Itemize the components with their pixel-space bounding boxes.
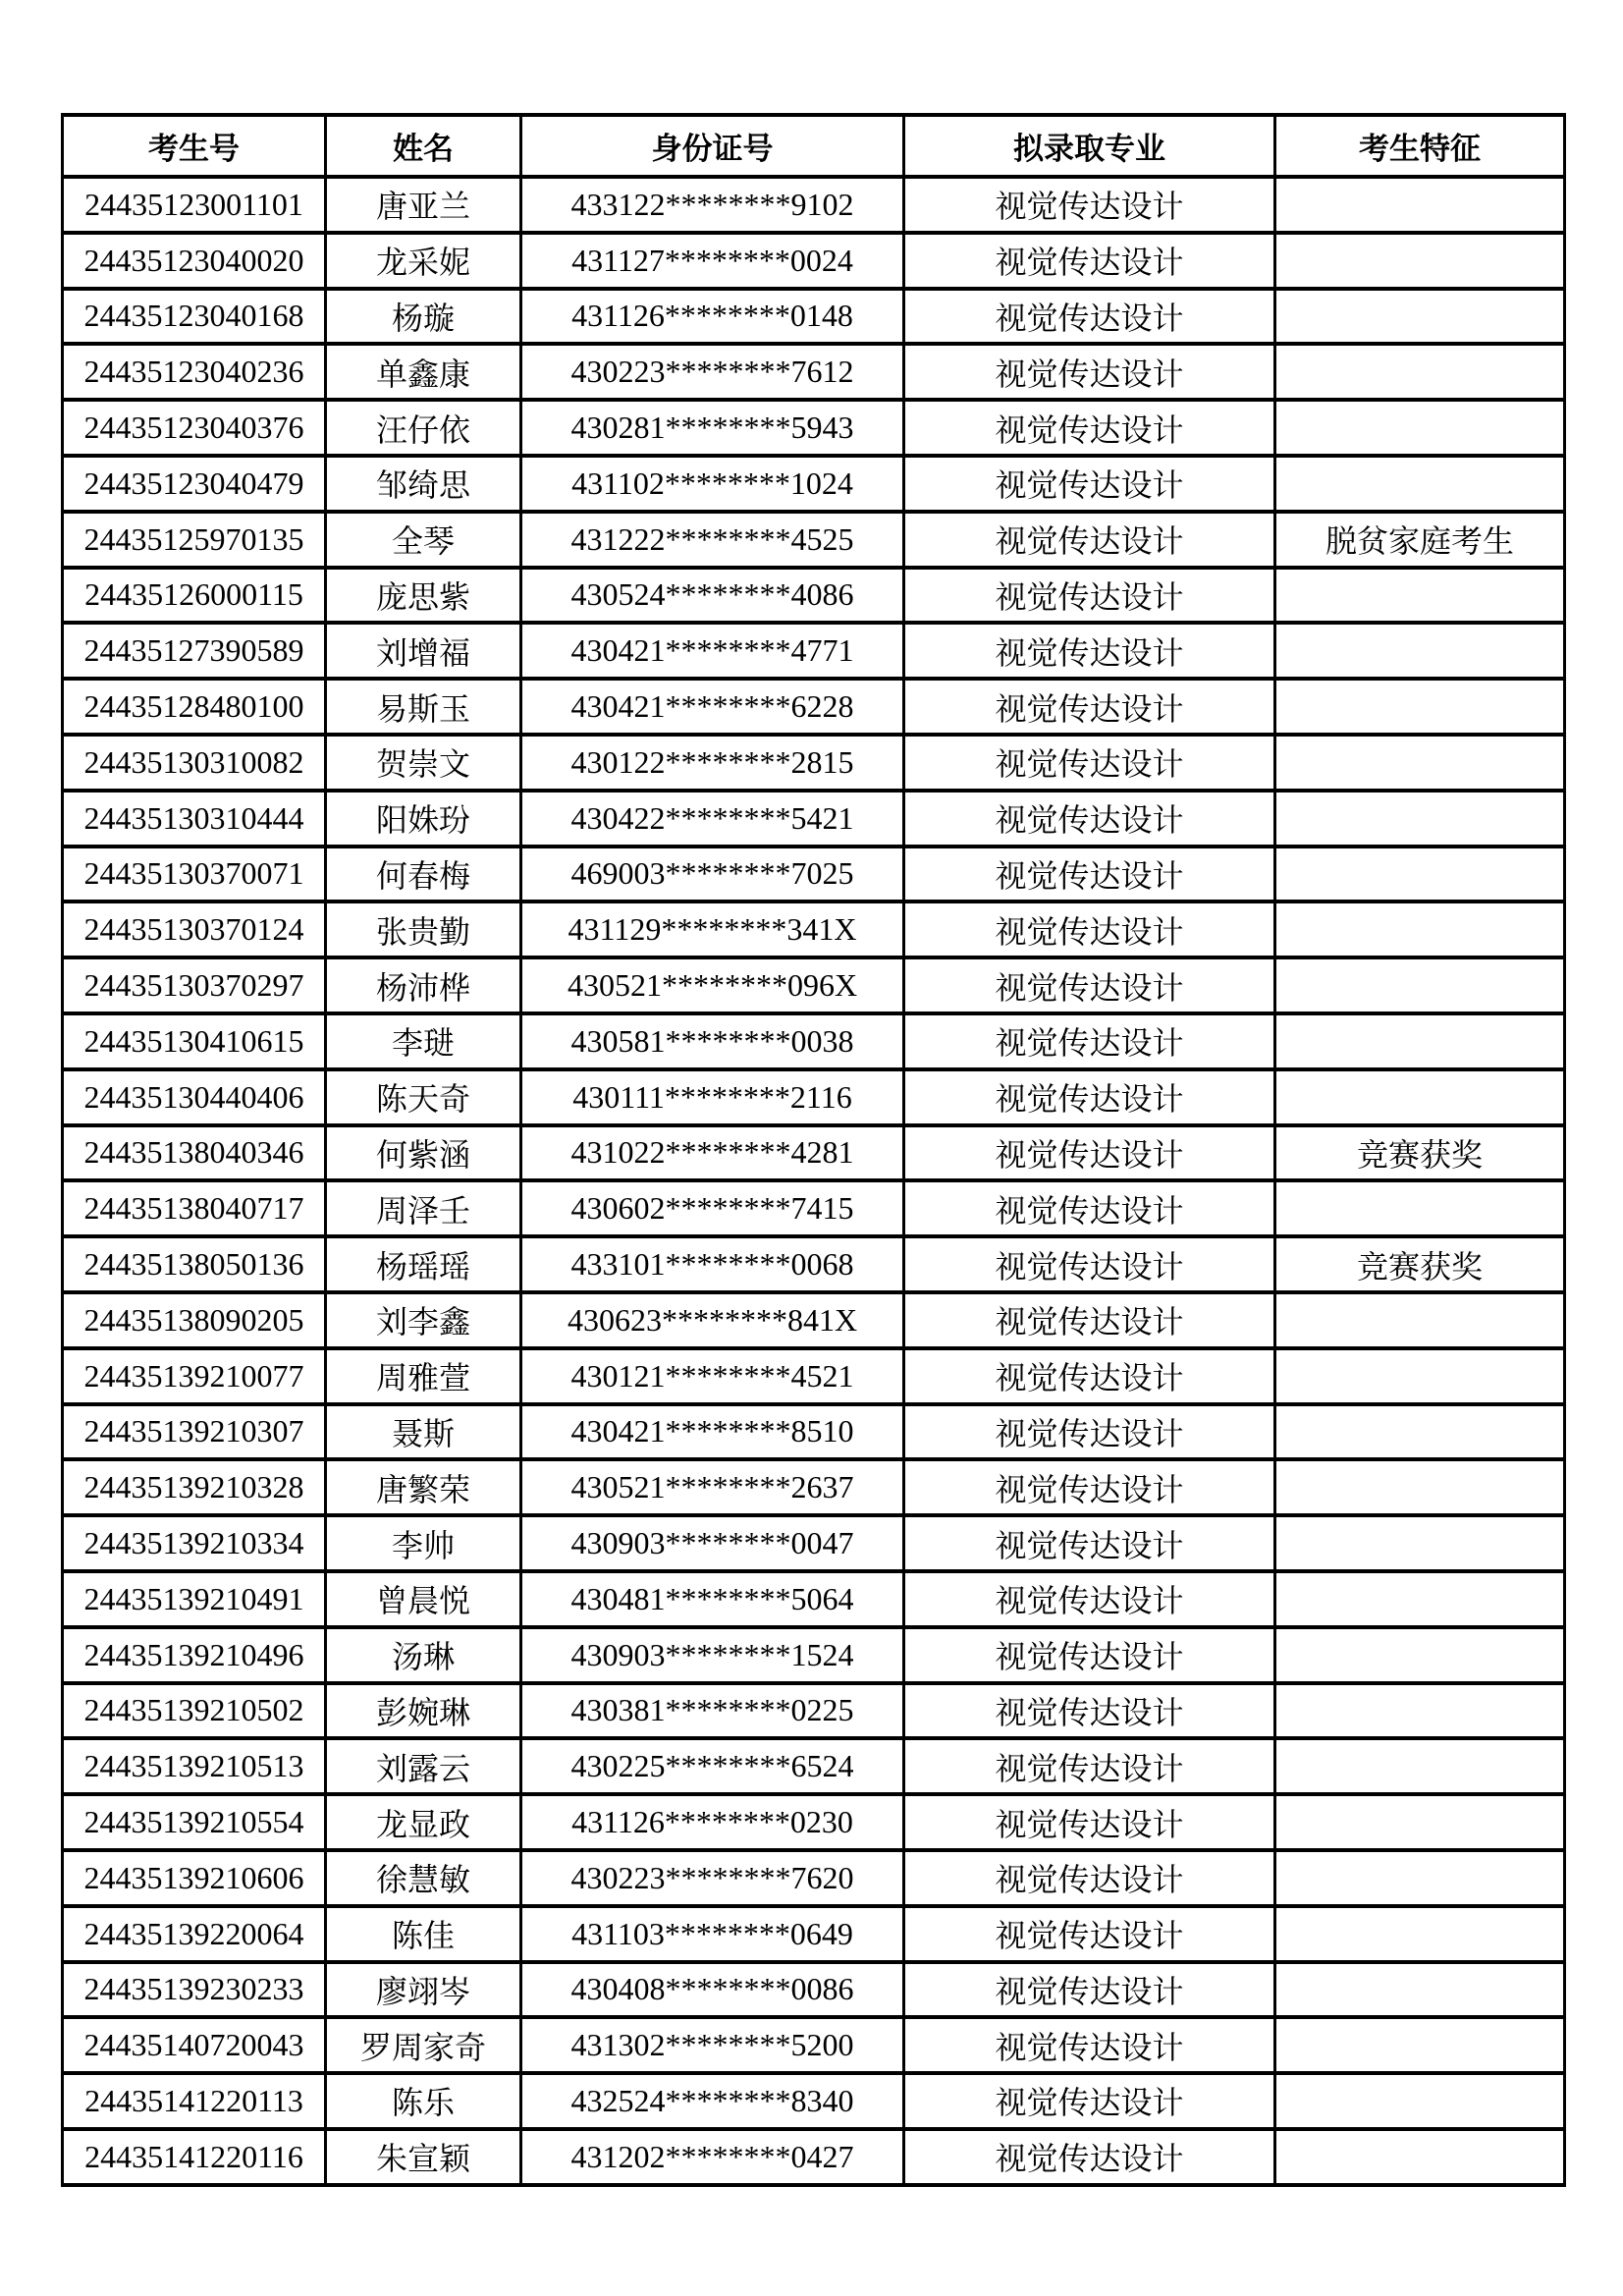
cell-candidate-feature xyxy=(1275,1404,1565,1460)
cell-admitted-major: 视觉传达设计 xyxy=(904,735,1275,791)
cell-id-number: 431222********4525 xyxy=(521,512,904,568)
cell-admitted-major: 视觉传达设计 xyxy=(904,177,1275,233)
cell-exam-id: 24435123040376 xyxy=(63,400,326,456)
cell-exam-id: 24435141220116 xyxy=(63,2129,326,2185)
cell-exam-id: 24435138040346 xyxy=(63,1125,326,1181)
cell-name: 庞思紫 xyxy=(326,568,521,624)
cell-admitted-major: 视觉传达设计 xyxy=(904,1404,1275,1460)
cell-candidate-feature xyxy=(1275,957,1565,1013)
header-id-number: 身份证号 xyxy=(521,115,904,177)
table-row xyxy=(63,1962,1565,2018)
cell-name: 杨璇 xyxy=(326,289,521,345)
table-row xyxy=(63,1180,1565,1236)
table-row xyxy=(63,1906,1565,1962)
admission-list-table xyxy=(61,113,1566,2187)
header-candidate-feature: 考生特征 xyxy=(1275,115,1565,177)
cell-admitted-major: 视觉传达设计 xyxy=(904,1348,1275,1404)
cell-name: 周雅萱 xyxy=(326,1348,521,1404)
table-row xyxy=(63,1627,1565,1683)
cell-id-number: 430602********7415 xyxy=(521,1180,904,1236)
cell-candidate-feature xyxy=(1275,847,1565,902)
table-row xyxy=(63,568,1565,624)
cell-admitted-major: 视觉传达设计 xyxy=(904,1571,1275,1627)
cell-name: 朱宣颖 xyxy=(326,2129,521,2185)
table-row xyxy=(63,177,1565,233)
table-row xyxy=(63,344,1565,400)
cell-name: 李琎 xyxy=(326,1013,521,1069)
cell-admitted-major: 视觉传达设计 xyxy=(904,400,1275,456)
cell-name: 龙显政 xyxy=(326,1794,521,1850)
table-row xyxy=(63,1292,1565,1348)
table-row xyxy=(63,679,1565,735)
cell-exam-id: 24435139210513 xyxy=(63,1738,326,1794)
cell-candidate-feature xyxy=(1275,2129,1565,2185)
cell-candidate-feature xyxy=(1275,1180,1565,1236)
cell-candidate-feature xyxy=(1275,1069,1565,1125)
cell-name: 刘李鑫 xyxy=(326,1292,521,1348)
cell-exam-id: 24435139220064 xyxy=(63,1906,326,1962)
header-name: 姓名 xyxy=(326,115,521,177)
cell-name: 聂斯 xyxy=(326,1404,521,1460)
cell-exam-id: 24435130370124 xyxy=(63,902,326,957)
cell-name: 唐亚兰 xyxy=(326,177,521,233)
cell-name: 廖翊岑 xyxy=(326,1962,521,2018)
cell-candidate-feature xyxy=(1275,1962,1565,2018)
cell-candidate-feature xyxy=(1275,2073,1565,2129)
cell-exam-id: 24435139210502 xyxy=(63,1683,326,1739)
cell-candidate-feature xyxy=(1275,568,1565,624)
cell-exam-id: 24435139210554 xyxy=(63,1794,326,1850)
cell-name: 彭婉琳 xyxy=(326,1683,521,1739)
cell-admitted-major: 视觉传达设计 xyxy=(904,1962,1275,2018)
cell-exam-id: 24435139210077 xyxy=(63,1348,326,1404)
cell-exam-id: 24435130410615 xyxy=(63,1013,326,1069)
cell-candidate-feature: 竞赛获奖 xyxy=(1275,1236,1565,1292)
cell-exam-id: 24435139210334 xyxy=(63,1515,326,1571)
table-row xyxy=(63,791,1565,847)
cell-id-number: 431129********341X xyxy=(521,902,904,957)
cell-id-number: 430524********4086 xyxy=(521,568,904,624)
cell-admitted-major: 视觉传达设计 xyxy=(904,568,1275,624)
cell-admitted-major: 视觉传达设计 xyxy=(904,512,1275,568)
cell-exam-id: 24435139210307 xyxy=(63,1404,326,1460)
cell-id-number: 431022********4281 xyxy=(521,1125,904,1181)
cell-id-number: 469003********7025 xyxy=(521,847,904,902)
cell-name: 陈佳 xyxy=(326,1906,521,1962)
cell-candidate-feature xyxy=(1275,735,1565,791)
cell-name: 陈乐 xyxy=(326,2073,521,2129)
cell-exam-id: 24435123001101 xyxy=(63,177,326,233)
table-row xyxy=(63,1850,1565,1906)
cell-name: 徐慧敏 xyxy=(326,1850,521,1906)
cell-id-number: 432524********8340 xyxy=(521,2073,904,2129)
cell-admitted-major: 视觉传达设计 xyxy=(904,456,1275,512)
cell-candidate-feature xyxy=(1275,456,1565,512)
cell-name: 何紫涵 xyxy=(326,1125,521,1181)
table-row xyxy=(63,1348,1565,1404)
table-row xyxy=(63,735,1565,791)
table-row xyxy=(63,1013,1565,1069)
cell-candidate-feature xyxy=(1275,1794,1565,1850)
cell-admitted-major: 视觉传达设计 xyxy=(904,1236,1275,1292)
cell-candidate-feature xyxy=(1275,1515,1565,1571)
cell-exam-id: 24435128480100 xyxy=(63,679,326,735)
cell-candidate-feature xyxy=(1275,902,1565,957)
cell-candidate-feature xyxy=(1275,1013,1565,1069)
cell-candidate-feature xyxy=(1275,400,1565,456)
cell-name: 单鑫康 xyxy=(326,344,521,400)
table-row xyxy=(63,456,1565,512)
table-row xyxy=(63,2017,1565,2073)
cell-name: 龙采妮 xyxy=(326,233,521,289)
cell-admitted-major: 视觉传达设计 xyxy=(904,791,1275,847)
cell-name: 易斯玉 xyxy=(326,679,521,735)
table-row xyxy=(63,623,1565,679)
cell-id-number: 431127********0024 xyxy=(521,233,904,289)
cell-candidate-feature xyxy=(1275,1348,1565,1404)
table-row xyxy=(63,957,1565,1013)
table-row xyxy=(63,1404,1565,1460)
header-exam-id: 考生号 xyxy=(63,115,326,177)
cell-id-number: 430225********6524 xyxy=(521,1738,904,1794)
cell-name: 张贵勤 xyxy=(326,902,521,957)
cell-exam-id: 24435130370071 xyxy=(63,847,326,902)
table-row xyxy=(63,902,1565,957)
table-row xyxy=(63,1794,1565,1850)
table-header-row xyxy=(63,115,1565,177)
cell-admitted-major: 视觉传达设计 xyxy=(904,233,1275,289)
cell-id-number: 433101********0068 xyxy=(521,1236,904,1292)
cell-admitted-major: 视觉传达设计 xyxy=(904,1013,1275,1069)
cell-name: 杨瑶瑶 xyxy=(326,1236,521,1292)
cell-exam-id: 24435139210328 xyxy=(63,1459,326,1515)
table-row xyxy=(63,233,1565,289)
cell-candidate-feature xyxy=(1275,1683,1565,1739)
cell-admitted-major: 视觉传达设计 xyxy=(904,1627,1275,1683)
cell-id-number: 430903********1524 xyxy=(521,1627,904,1683)
table-row xyxy=(63,2073,1565,2129)
table-row xyxy=(63,1069,1565,1125)
cell-name: 贺崇文 xyxy=(326,735,521,791)
table-row xyxy=(63,2129,1565,2185)
cell-id-number: 430421********6228 xyxy=(521,679,904,735)
cell-exam-id: 24435130440406 xyxy=(63,1069,326,1125)
cell-admitted-major: 视觉传达设计 xyxy=(904,1459,1275,1515)
cell-id-number: 430581********0038 xyxy=(521,1013,904,1069)
cell-candidate-feature: 脱贫家庭考生 xyxy=(1275,512,1565,568)
cell-exam-id: 24435123040020 xyxy=(63,233,326,289)
cell-admitted-major: 视觉传达设计 xyxy=(904,1738,1275,1794)
cell-id-number: 430481********5064 xyxy=(521,1571,904,1627)
cell-id-number: 430903********0047 xyxy=(521,1515,904,1571)
cell-id-number: 431126********0230 xyxy=(521,1794,904,1850)
cell-name: 唐繁荣 xyxy=(326,1459,521,1515)
cell-id-number: 430521********096X xyxy=(521,957,904,1013)
cell-exam-id: 24435130310082 xyxy=(63,735,326,791)
table-row xyxy=(63,1683,1565,1739)
cell-candidate-feature xyxy=(1275,2017,1565,2073)
cell-admitted-major: 视觉传达设计 xyxy=(904,847,1275,902)
cell-id-number: 430122********2815 xyxy=(521,735,904,791)
table-row xyxy=(63,400,1565,456)
cell-exam-id: 24435126000115 xyxy=(63,568,326,624)
table-row xyxy=(63,1515,1565,1571)
cell-admitted-major: 视觉传达设计 xyxy=(904,1069,1275,1125)
cell-exam-id: 24435123040168 xyxy=(63,289,326,345)
cell-id-number: 431103********0649 xyxy=(521,1906,904,1962)
cell-admitted-major: 视觉传达设计 xyxy=(904,1125,1275,1181)
cell-candidate-feature xyxy=(1275,1738,1565,1794)
cell-name: 杨沛桦 xyxy=(326,957,521,1013)
cell-exam-id: 24435138090205 xyxy=(63,1292,326,1348)
cell-exam-id: 24435139210491 xyxy=(63,1571,326,1627)
cell-id-number: 430421********8510 xyxy=(521,1404,904,1460)
table-row xyxy=(63,1738,1565,1794)
cell-name: 陈天奇 xyxy=(326,1069,521,1125)
cell-id-number: 430623********841X xyxy=(521,1292,904,1348)
cell-name: 汪仔依 xyxy=(326,400,521,456)
cell-admitted-major: 视觉传达设计 xyxy=(904,679,1275,735)
cell-id-number: 433122********9102 xyxy=(521,177,904,233)
cell-admitted-major: 视觉传达设计 xyxy=(904,623,1275,679)
cell-id-number: 430281********5943 xyxy=(521,400,904,456)
cell-id-number: 430408********0086 xyxy=(521,1962,904,2018)
cell-candidate-feature xyxy=(1275,1906,1565,1962)
cell-name: 周泽壬 xyxy=(326,1180,521,1236)
cell-admitted-major: 视觉传达设计 xyxy=(904,289,1275,345)
header-admitted-major: 拟录取专业 xyxy=(904,115,1275,177)
cell-name: 何春梅 xyxy=(326,847,521,902)
cell-exam-id: 24435130370297 xyxy=(63,957,326,1013)
cell-id-number: 431102********1024 xyxy=(521,456,904,512)
cell-exam-id: 24435123040479 xyxy=(63,456,326,512)
table-row xyxy=(63,512,1565,568)
cell-id-number: 430521********2637 xyxy=(521,1459,904,1515)
cell-candidate-feature: 竞赛获奖 xyxy=(1275,1125,1565,1181)
cell-id-number: 430223********7620 xyxy=(521,1850,904,1906)
cell-id-number: 430223********7612 xyxy=(521,344,904,400)
cell-name: 全琴 xyxy=(326,512,521,568)
cell-candidate-feature xyxy=(1275,791,1565,847)
cell-exam-id: 24435127390589 xyxy=(63,623,326,679)
cell-name: 李帅 xyxy=(326,1515,521,1571)
cell-exam-id: 24435139210606 xyxy=(63,1850,326,1906)
cell-admitted-major: 视觉传达设计 xyxy=(904,2129,1275,2185)
cell-name: 邹绮思 xyxy=(326,456,521,512)
cell-id-number: 430422********5421 xyxy=(521,791,904,847)
cell-candidate-feature xyxy=(1275,1850,1565,1906)
cell-exam-id: 24435139210496 xyxy=(63,1627,326,1683)
cell-exam-id: 24435125970135 xyxy=(63,512,326,568)
table-row xyxy=(63,1236,1565,1292)
cell-exam-id: 24435141220113 xyxy=(63,2073,326,2129)
cell-exam-id: 24435139230233 xyxy=(63,1962,326,2018)
cell-candidate-feature xyxy=(1275,1459,1565,1515)
cell-exam-id: 24435138050136 xyxy=(63,1236,326,1292)
cell-id-number: 431202********0427 xyxy=(521,2129,904,2185)
cell-admitted-major: 视觉传达设计 xyxy=(904,1292,1275,1348)
cell-candidate-feature xyxy=(1275,679,1565,735)
cell-name: 曾晨悦 xyxy=(326,1571,521,1627)
cell-id-number: 430111********2116 xyxy=(521,1069,904,1125)
cell-name: 罗周家奇 xyxy=(326,2017,521,2073)
cell-admitted-major: 视觉传达设计 xyxy=(904,1850,1275,1906)
cell-admitted-major: 视觉传达设计 xyxy=(904,1683,1275,1739)
cell-candidate-feature xyxy=(1275,177,1565,233)
cell-exam-id: 24435130310444 xyxy=(63,791,326,847)
table-row xyxy=(63,1571,1565,1627)
cell-admitted-major: 视觉传达设计 xyxy=(904,2017,1275,2073)
cell-exam-id: 24435138040717 xyxy=(63,1180,326,1236)
cell-admitted-major: 视觉传达设计 xyxy=(904,902,1275,957)
cell-exam-id: 24435140720043 xyxy=(63,2017,326,2073)
cell-candidate-feature xyxy=(1275,233,1565,289)
cell-admitted-major: 视觉传达设计 xyxy=(904,957,1275,1013)
cell-name: 阳姝玢 xyxy=(326,791,521,847)
cell-candidate-feature xyxy=(1275,1627,1565,1683)
cell-id-number: 430421********4771 xyxy=(521,623,904,679)
cell-id-number: 430121********4521 xyxy=(521,1348,904,1404)
cell-admitted-major: 视觉传达设计 xyxy=(904,1906,1275,1962)
cell-name: 刘露云 xyxy=(326,1738,521,1794)
cell-admitted-major: 视觉传达设计 xyxy=(904,344,1275,400)
cell-candidate-feature xyxy=(1275,623,1565,679)
cell-id-number: 431302********5200 xyxy=(521,2017,904,2073)
cell-admitted-major: 视觉传达设计 xyxy=(904,2073,1275,2129)
table-row xyxy=(63,847,1565,902)
cell-id-number: 430381********0225 xyxy=(521,1683,904,1739)
cell-candidate-feature xyxy=(1275,289,1565,345)
cell-candidate-feature xyxy=(1275,1571,1565,1627)
table-row xyxy=(63,1459,1565,1515)
cell-candidate-feature xyxy=(1275,1292,1565,1348)
cell-admitted-major: 视觉传达设计 xyxy=(904,1794,1275,1850)
cell-candidate-feature xyxy=(1275,344,1565,400)
cell-admitted-major: 视觉传达设计 xyxy=(904,1515,1275,1571)
cell-exam-id: 24435123040236 xyxy=(63,344,326,400)
cell-name: 汤琳 xyxy=(326,1627,521,1683)
cell-admitted-major: 视觉传达设计 xyxy=(904,1180,1275,1236)
cell-name: 刘增福 xyxy=(326,623,521,679)
cell-id-number: 431126********0148 xyxy=(521,289,904,345)
table-row xyxy=(63,289,1565,345)
table-row xyxy=(63,1125,1565,1181)
